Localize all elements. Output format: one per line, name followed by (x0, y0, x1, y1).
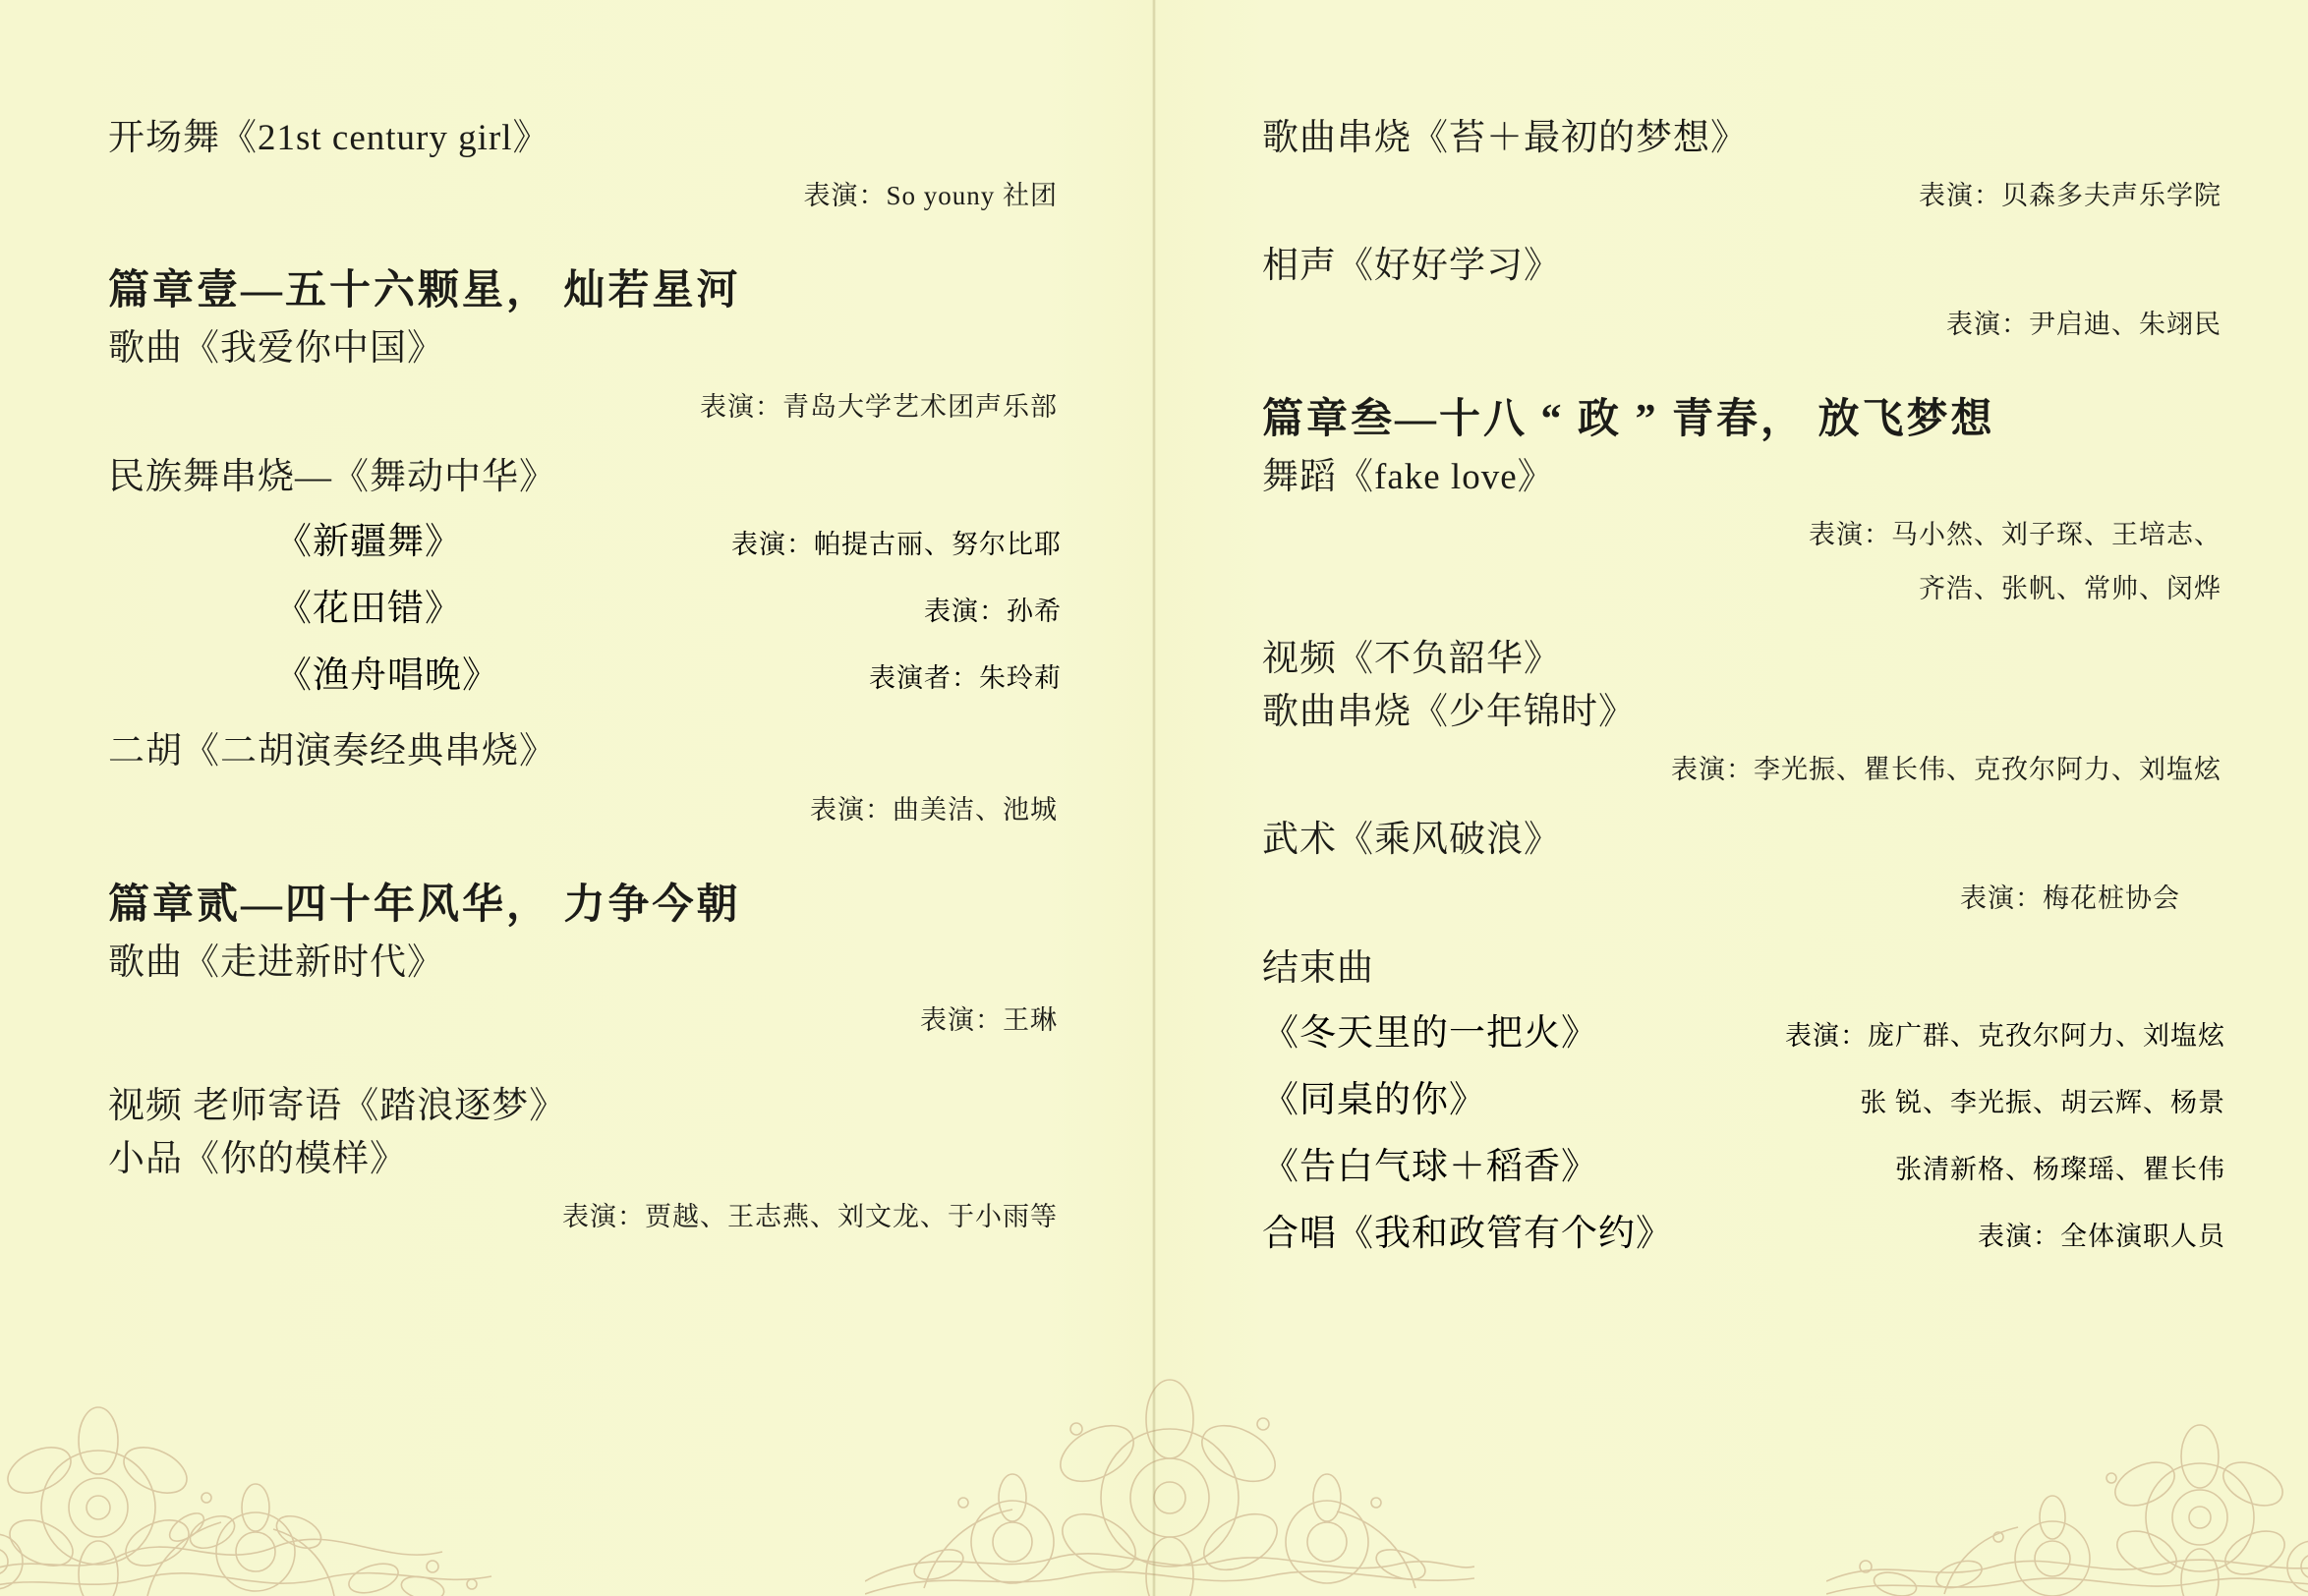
program-subitem: 《同桌的你》 (1262, 1080, 1486, 1121)
spacer (108, 1037, 1075, 1053)
performer-credit: 表演：曲美洁、池城 (810, 794, 1058, 825)
program-row (1262, 1136, 2239, 1189)
performer-credit: 表演：梅花桩协会 (1960, 883, 2180, 913)
performer-credit: 张 锐、李光振、胡云辉、杨景 (1860, 1088, 2225, 1118)
page-fold-line (1152, 0, 1156, 1596)
performer-credit: 表演：帕提古丽、努尔比耶 (731, 530, 1062, 560)
program-subitem: 《冬天里的一把火》 (1262, 1013, 1598, 1054)
program-item: 歌曲《走进新时代》 (108, 941, 444, 983)
program-item: 结束曲 (1262, 947, 1374, 989)
program-item: 武术《乘风破浪》 (1262, 820, 1561, 861)
program-subitem: 合唱《我和政管有个约》 (1262, 1214, 1673, 1255)
program-item: 二胡《二胡演奏经典串烧》 (108, 731, 556, 772)
program-item: 歌曲《我爱你中国》 (108, 328, 444, 370)
program-item: 开场舞《21st century girl》 (108, 118, 550, 158)
program-row (108, 578, 1075, 631)
program-row (108, 645, 1075, 698)
performer-credit: 表演：贾越、王志燕、刘文龙、于小雨等 (562, 1202, 1058, 1232)
performer-credit: 齐浩、张帆、常帅、闵烨 (1919, 574, 2221, 604)
performer-credit: 表演者：朱玲莉 (869, 663, 1062, 694)
program-row (1262, 1203, 2239, 1256)
program-subitem: 《告白气球＋稻香》 (1262, 1147, 1598, 1188)
performer-credit: 表演：So youny 社团 (803, 181, 1058, 211)
performer-credit: 表演：贝森多夫声乐学院 (1919, 181, 2221, 211)
performer-credit: 表演：李光振、瞿长伟、克孜尔阿力、刘塩炫 (1671, 755, 2221, 785)
program-subitem: 《渔舟唱晚》 (275, 656, 499, 697)
performer-credit: 表演：庞广群、克孜尔阿力、刘塩炫 (1785, 1021, 2225, 1052)
chapter-heading: 篇章贰—四十年风华， 力争今朝 (108, 882, 741, 928)
program-subitem: 《花田错》 (275, 589, 462, 630)
performer-credit: 表演：尹启迪、朱翊民 (1946, 309, 2221, 339)
program-row (1262, 1069, 2239, 1122)
program-item: 相声《好好学习》 (1262, 246, 1561, 287)
program-item: 视频 老师寄语《踏浪逐梦》 (108, 1086, 567, 1127)
performer-credit: 表演：王琳 (920, 1005, 1058, 1036)
program-row (1262, 1002, 2239, 1055)
program-row (108, 511, 1075, 564)
performer-credit: 表演：全体演职人员 (1978, 1222, 2225, 1252)
performer-credit: 表演：孙希 (924, 597, 1062, 627)
performer-credit: 张清新格、杨璨瑶、瞿长伟 (1895, 1155, 2225, 1185)
program-item: 舞蹈《fake love》 (1262, 456, 1555, 497)
performer-credit: 表演：马小然、刘子琛、王培志、 (1809, 520, 2221, 550)
program-subitem: 《新疆舞》 (275, 522, 462, 563)
performer-credit: 表演：青岛大学艺术团声乐部 (700, 391, 1058, 422)
program-item: 歌曲串烧《少年锦时》 (1262, 691, 1636, 732)
program-item: 小品《你的模样》 (108, 1138, 407, 1179)
chapter-heading: 篇章壹—五十六颗星， 灿若星河 (108, 268, 741, 314)
chapter-heading: 篇章叁—十八 “ 政 ” 青春， 放飞梦想 (1262, 396, 1995, 442)
program-item: 歌曲串烧《苔＋最初的梦想》 (1262, 118, 1748, 158)
program-item: 视频《不负韶华》 (1262, 639, 1561, 680)
right-column (1154, 0, 2308, 1596)
program-item: 民族舞串烧—《舞动中华》 (108, 456, 556, 497)
